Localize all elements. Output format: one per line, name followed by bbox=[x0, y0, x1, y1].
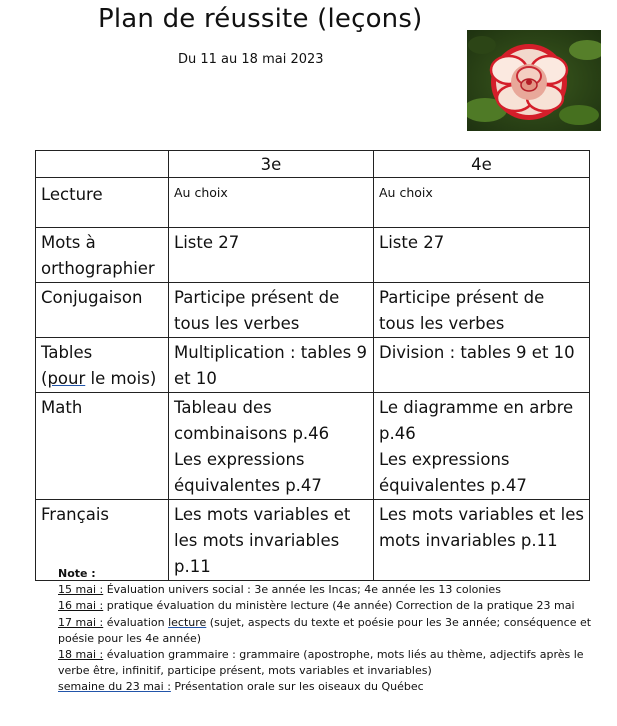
lesson-table bbox=[35, 150, 590, 581]
note-item bbox=[58, 647, 603, 679]
note-text: Présentation orale sur les oiseaux du Québec bbox=[170, 680, 424, 694]
notes-section bbox=[58, 566, 603, 696]
note-date: 16 mai : bbox=[58, 599, 104, 613]
table-row bbox=[36, 283, 590, 338]
table-row bbox=[36, 393, 590, 500]
note-text: évaluation grammaire : grammaire (apostrophe, mots liés au thème, adjectifs après le verbe être, infinitif, participe présent, mots variables et invariables) bbox=[58, 648, 584, 678]
date-range: Du 11 au 18 mai 2023 bbox=[178, 52, 324, 67]
cell-3e: Liste 27 bbox=[169, 228, 374, 283]
rose-photo bbox=[467, 30, 601, 131]
table-row bbox=[36, 338, 590, 393]
cell-4e: Les mots variables et les mots invariables p.11 bbox=[374, 500, 590, 581]
header-empty-cell bbox=[36, 151, 169, 178]
note-item bbox=[58, 582, 603, 598]
notes-label: Note : bbox=[58, 567, 96, 580]
cell-3e: Multiplication : tables 9 et 10 bbox=[169, 338, 374, 393]
note-text: pratique évaluation du ministère lecture (4e année) Correction de la pratique 23 mai bbox=[103, 599, 575, 613]
subject-pour: pour bbox=[47, 369, 86, 388]
note-date: 17 mai : bbox=[58, 615, 104, 629]
note-date: 15 mai : bbox=[58, 583, 104, 597]
note-word: lecture bbox=[168, 615, 207, 629]
cell-4e bbox=[374, 393, 590, 500]
cell-4e: Participe présent de tous les verbes bbox=[374, 283, 590, 338]
note-text: Évaluation univers social : 3e année les Incas; 4e année les 13 colonies bbox=[103, 583, 501, 597]
subject-cell: Lecture bbox=[36, 178, 169, 228]
table-row bbox=[36, 178, 590, 228]
cell-4e: Au choix bbox=[374, 178, 590, 228]
cell-3e: Les mots variables et les mots invariables p.11 bbox=[169, 500, 374, 581]
subject-paren: ( bbox=[41, 369, 48, 388]
cell-line: Les expressions équivalentes p.47 bbox=[174, 450, 322, 495]
cell-line: Les expressions équivalentes p.47 bbox=[379, 450, 527, 495]
subject-cell: Conjugaison bbox=[36, 283, 169, 338]
note-item bbox=[58, 598, 603, 614]
note-text: (sujet, aspects du texte et poésie pour les 3e année; conséquence et poésie pour les 4e année) bbox=[58, 615, 592, 645]
cell-3e bbox=[169, 393, 374, 500]
note-text: évaluation bbox=[103, 615, 169, 629]
note-date: 18 mai : bbox=[58, 648, 104, 662]
header-3e: 3e bbox=[169, 151, 374, 178]
page-title: Plan de réussite (leçons) bbox=[98, 4, 423, 34]
cell-3e: Au choix bbox=[169, 178, 374, 228]
note-item bbox=[58, 679, 603, 695]
cell-3e: Participe présent de tous les verbes bbox=[169, 283, 374, 338]
note-date: semaine du 23 mai : bbox=[58, 680, 171, 694]
cell-line: Tableau des combinaisons p.46 bbox=[174, 398, 330, 443]
subject-mois: le mois) bbox=[85, 369, 157, 388]
cell-4e: Liste 27 bbox=[374, 228, 590, 283]
header-4e: 4e bbox=[374, 151, 590, 178]
subject-cell: Math bbox=[36, 393, 169, 500]
subject-cell: Mots à orthographier bbox=[36, 228, 169, 283]
table-header-row bbox=[36, 151, 590, 178]
subject-cell: Français bbox=[36, 500, 169, 581]
cell-4e: Division : tables 9 et 10 bbox=[374, 338, 590, 393]
subject-tables: Tables bbox=[41, 343, 93, 362]
note-item bbox=[58, 615, 603, 647]
cell-line: Le diagramme en arbre p.46 bbox=[379, 398, 574, 443]
subject-cell bbox=[36, 338, 169, 393]
table-row bbox=[36, 228, 590, 283]
